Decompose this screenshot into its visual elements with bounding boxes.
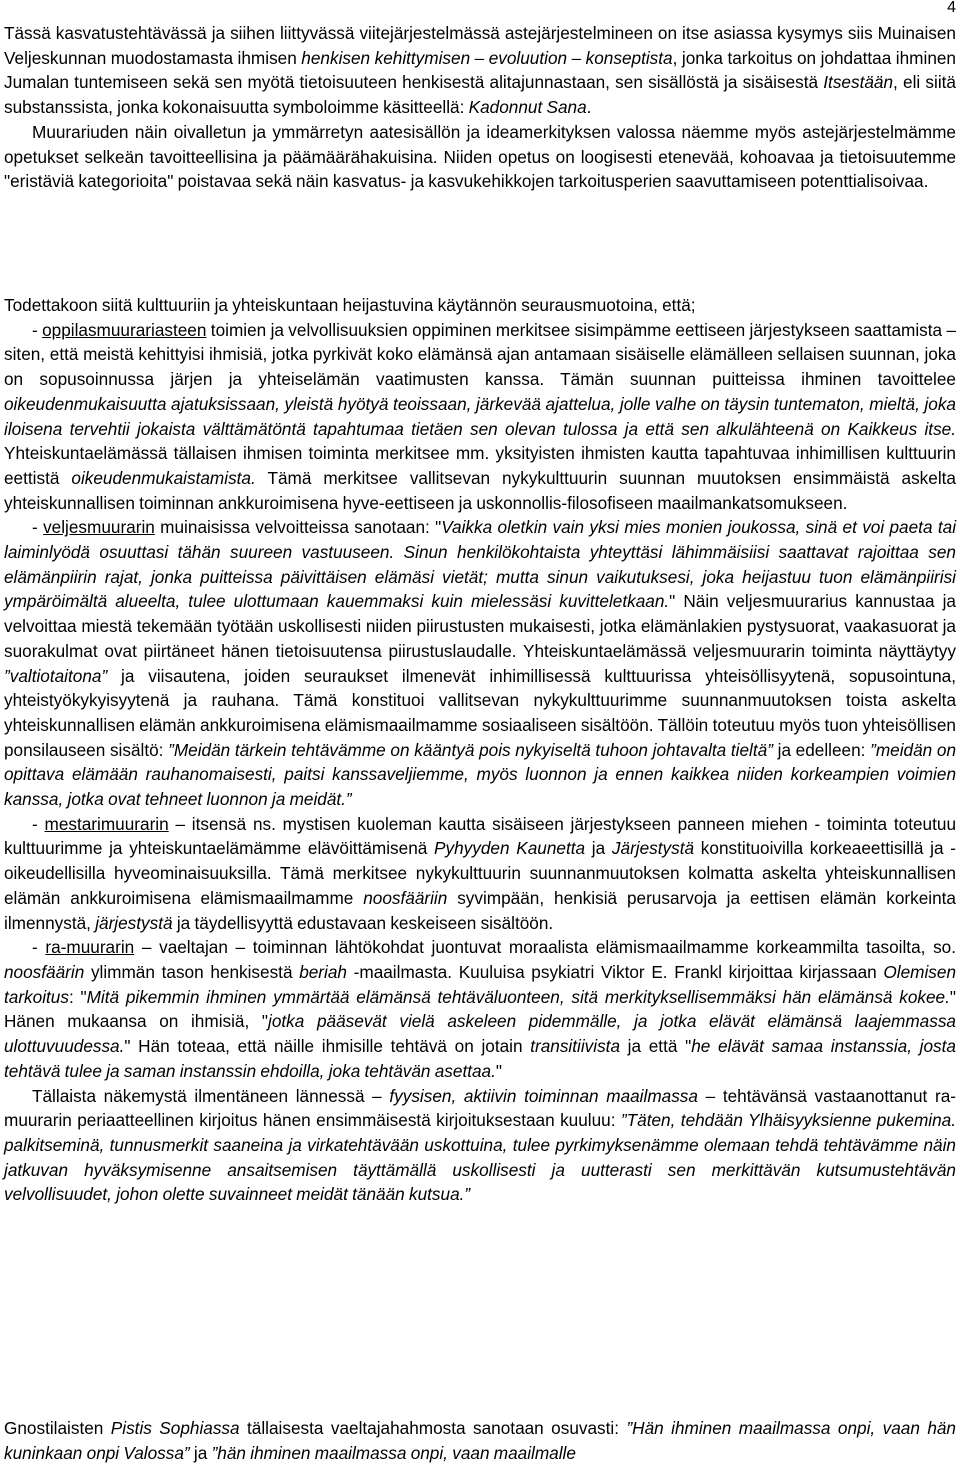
- text-run: syvimpään, henkisiä perusarvoja ja eettisen elämän korkeinta ilmennystä,: [4, 887, 956, 933]
- underlined-term: veljesmuurarin: [43, 517, 155, 538]
- text-run: -: [32, 517, 44, 538]
- section-consequences: [4, 293, 956, 1207]
- underlined-term: ra-muurarin: [45, 937, 135, 958]
- italic-text: Mitä pikemmin ihminen ymmärtää elämänsä tehtäväluonteen, sitä merkityksellisemmäksi hän elämänsä kokee.: [86, 986, 950, 1007]
- italic-text: ”meidän on opittava elämään rauhanomaisesti, paitsi kanssaveljiemme, myös luonnon ja ennen kaikkea niiden korkeampien voimien kanssa, jotka ovat tehneet luonnon ja meidät.”: [4, 739, 957, 810]
- text-run: : ": [68, 986, 87, 1007]
- text-run: ": [495, 1060, 503, 1081]
- italic-text: he elävät samaa instanssia, josta tehtävä tulee ja saman instanssin ehdoilla, joka tehtävän asettaa.: [4, 1036, 956, 1081]
- text-run: Tässä kasvatustehtävässä ja siihen liittyvässä viitejärjestelmässä astejärjestelmineen on itse asiassa kysymys siis Muinaisen Veljeskunnan muodostamasta ihmisen: [4, 23, 956, 68]
- italic-text: Kadonnut Sana: [468, 97, 587, 118]
- text-run: konstituoivilla korkeaeettisillä ja -oikeudellisilla hyveominaisuuksilla. Tämä merkitsee nykykulttuurin suunnanmuutoksen kolmatta askelta yhteiskunnallisen elämän ankkuroimisena elämismaailmamme: [4, 838, 956, 908]
- italic-text: järjestystä: [95, 912, 173, 933]
- text-run: ja: [585, 838, 612, 859]
- italic-text: Vaikka oletkin vain yksi mies monien joukossa, sinä et voi paeta tai laiminlyödä osuuttasi tähän suureen vastuuseen. Sinun henkilökohtaista yhteyttäsi lähimmäisiisi saattavat rajoittaa sen elämänpiirin rajat, jonka puitteissa päivittäisen elämäsi vietät; mutta sinun vaikutuksesi, joka heijastuu tuon elämänpiirisi ympäröimältä alueelta, tulee ulottumaan kauemmaksi kuin mielessäsi kuvitteletkaan.: [4, 517, 957, 612]
- italic-text: fyysisen, aktiivin toiminnan maailmassa: [389, 1085, 698, 1106]
- italic-text: ”Hän ihminen maailmassa onpi, vaan hän kuninkaan onpi Valossa”: [4, 1418, 956, 1463]
- text-run: tällaisesta vaeltajahahmosta sanotaan osuvasti:: [239, 1418, 627, 1438]
- text-run: Todettakoon siitä kulttuuriin ja yhteiskuntaan heijastuvina käytännön seurausmuotoina, että;: [4, 295, 696, 315]
- text-run: Gnostilaisten: [4, 1418, 111, 1438]
- underlined-term: mestarimuurarin: [44, 813, 169, 834]
- section-gnostic: [4, 1416, 956, 1465]
- text-run: -: [32, 937, 46, 958]
- paragraph: [4, 120, 956, 194]
- text-run: – tehtävänsä vastaanottanut ra-muurarin periaatteellinen kirjoitus hänen ensimmäisestä kirjoituksestaan kuuluu:: [4, 1085, 956, 1131]
- paragraph-veljesmuurari: [4, 515, 956, 811]
- italic-text: noosfäärin: [4, 961, 85, 982]
- italic-text: henkisen kehittymisen – evoluution – konseptista: [301, 47, 673, 68]
- underlined-term: oppilasmuurariasteen: [42, 319, 207, 340]
- text-run: – vaeltajan – toiminnan lähtökohdat juontuvat moraalista elämismaailmamme korkeammilta tasoilta, so.: [134, 937, 957, 958]
- text-run: Yhteiskuntaelämässä tällaisen ihmisen toiminta merkitsee mm. yksityisten ihmisten kautta tapahtuvaa inhimillisen kulttuurin eettistä: [4, 443, 956, 488]
- paragraph-oppilasmuurari: [4, 318, 956, 516]
- italic-text: ”Meidän tärkein tehtävämme on kääntyä pois nykyiseltä tuhoon johtavalta tieltä”: [168, 739, 773, 760]
- text-run: Muurariuden näin oivalletun ja ymmärretyn aatesisällön ja ideamerkityksen valossa näemme myös astejärjestelmämme opetukset selkeän tavoitteellisina ja päämäärähakuisina. Niiden opetus on loogisesti etenevää, kohoavaa ja tietoisuutemme "eristäviä kategorioita" poistavaa sekä näin kasvatus- ja kasvukehikkojen tarkoitusperien saavuttamiseen potenttialisoivaa.: [4, 121, 956, 192]
- page-number: 4: [947, 0, 956, 16]
- text-run: ja edelleen:: [772, 739, 871, 760]
- text-run: -: [32, 813, 45, 834]
- paragraph-mestarimuurari: [4, 812, 956, 936]
- italic-text: ”valtiotaitona”: [4, 665, 108, 686]
- paragraph: [4, 21, 956, 120]
- text-run: Tämä merkitsee vallitsevan nykykulttuurin suunnan muutoksen ensimmäistä askelta yhteiskunnallisen toiminnan ankkuroimisena hyve-eettiseen ja uskonnollis-filosofiseen maailmankatsomukseen.: [4, 467, 956, 513]
- text-run: -: [32, 319, 43, 340]
- italic-text: beriah: [299, 961, 347, 982]
- text-run: " Näin veljesmuurarius kannustaa ja velvoittaa miestä tekemään työtään uskollisesti niiden piirustusten mukaisesti, jotka elämänlakien pystysuorat, vaakasuorat ja suorakulmat ovat piirtäneet hänen tietoisuutensa piirustuslaudalle. Yhteiskuntaelämässä veljesmuurarin toiminta näyttäytyy: [4, 591, 956, 661]
- italic-text: ”hän ihminen maailmassa onpi, vaan maailmalle: [211, 1442, 576, 1463]
- paragraph: [4, 1416, 956, 1465]
- text-run: ylimmän tason henkisestä: [84, 961, 300, 982]
- text-run: -maailmasta. Kuuluisa psykiatri Viktor E. Frankl kirjoittaa kirjassaan: [346, 961, 884, 982]
- text-run: " Hänen mukaansa on ihmisiä, ": [4, 986, 956, 1032]
- italic-text: Olemisen tarkoitus: [4, 961, 956, 1007]
- text-run: muinaisissa velvoitteissa sanotaan: ": [154, 517, 442, 538]
- italic-text: transitiivista: [530, 1036, 620, 1057]
- text-run: ja: [189, 1442, 212, 1463]
- italic-text: Järjestystä: [611, 838, 695, 859]
- paragraph-ra-muurari: [4, 935, 956, 1083]
- text-run: " Hän toteaa, että näille ihmisille tehtävä on jotain: [124, 1036, 531, 1057]
- italic-text: jotka pääsevät vielä askeleen pidemmälle, ja jotka elävät elämänsä laajemmassa ulottuvuudessa.: [4, 1011, 956, 1057]
- text-run: ja viisautena, joiden seuraukset ilmenevät inhimillisessä kulttuurissa yhteisöllisyytenä, sopusointuna, yhteistyökykyisyytenä ja rauhana. Tämä konstituoi vallitsevan nykykulttuurimme suunnanmuutoksen toista askelta yhteiskunnallisen elämän ankkuroimisena elämismaailmamme sosiaaliseen sisältöön. Tällöin toteutuu myös tuon yhteisöllisen ponsilauseen sisältö:: [4, 665, 956, 760]
- text-run: ja täydellisyyttä edustavaan keskeiseen sisältöön.: [172, 912, 554, 933]
- paragraph: [4, 1084, 956, 1208]
- italic-text: Pistis Sophiassa: [110, 1418, 240, 1438]
- italic-text: oikeudenmukaistamista.: [71, 467, 256, 488]
- text-run: Tällaista näkemystä ilmentäneen lännessä –: [32, 1085, 390, 1106]
- text-run: .: [586, 97, 592, 118]
- italic-text: noosfääriin: [363, 887, 448, 908]
- text-run: toimien ja velvollisuuksien oppiminen merkitsee sisimpämme eettiseen järjestykseen saattamista – siten, että meistä kehittyisi ihmisiä, jotka pyrkivät koko elämänsä ajan antamaan sisäiselle elämälleen sellaisen suunnan, joka on sopusoinnussa järjen ja yhteiselämän vaatimusten kanssa. Tämän suunnan puitteissa ihminen tavoittelee: [4, 319, 957, 390]
- paragraph: [4, 293, 956, 318]
- italic-text: Pyhyyden Kaunetta: [434, 838, 586, 859]
- section-intro: [4, 21, 956, 194]
- text-run: – itsensä ns. mystisen kuoleman kautta sisäiseen järjestykseen panneen miehen - toiminta toteutuu kulttuurimme ja yhteiskuntaelämämme elävöittämisenä: [4, 813, 957, 859]
- italic-text: oikeudenmukaisuutta ajatuksissaan, yleistä hyötyä teoissaan, järkevää ajattelua, jolle valhe on täysin tuntematon, mieltä, joka iloisena tervehtii jokaista välttämätöntä tapahtumaa tietäen sen olevan tulossa ja että sen alkulähteenä on Kaikkeus itse.: [4, 393, 956, 439]
- text-run: , eli siitä substanssista, jonka kokonaisuutta symboloimme käsitteellä:: [4, 72, 956, 118]
- italic-text: Itsestään: [823, 72, 894, 93]
- text-run: ja että ": [620, 1036, 692, 1057]
- italic-text: ”Täten, tehdään Ylhäisyyksienne pukemina. palkitseminä, tunnusmerkit saaneina ja virkatehtävään uskottuina, tulee pyrkimyksenämme olemaan tehdä tehtävämme näin jatkuvan hyväksymisenne ansaitsemisen täyttämällä uskollisesti ja uutterasti sen merkittävän kutsumustehtävän velvollisuudet, johon olette suvainneet meidät tänään kutsua.”: [4, 1110, 956, 1205]
- text-run: , jonka tarkoitus on johdattaa ihminen Jumalan tuntemiseen sekä sen myötä tietoisuuteen henkisestä alitajunnastaan, sen sisällöstä ja sisäisestä: [4, 47, 956, 93]
